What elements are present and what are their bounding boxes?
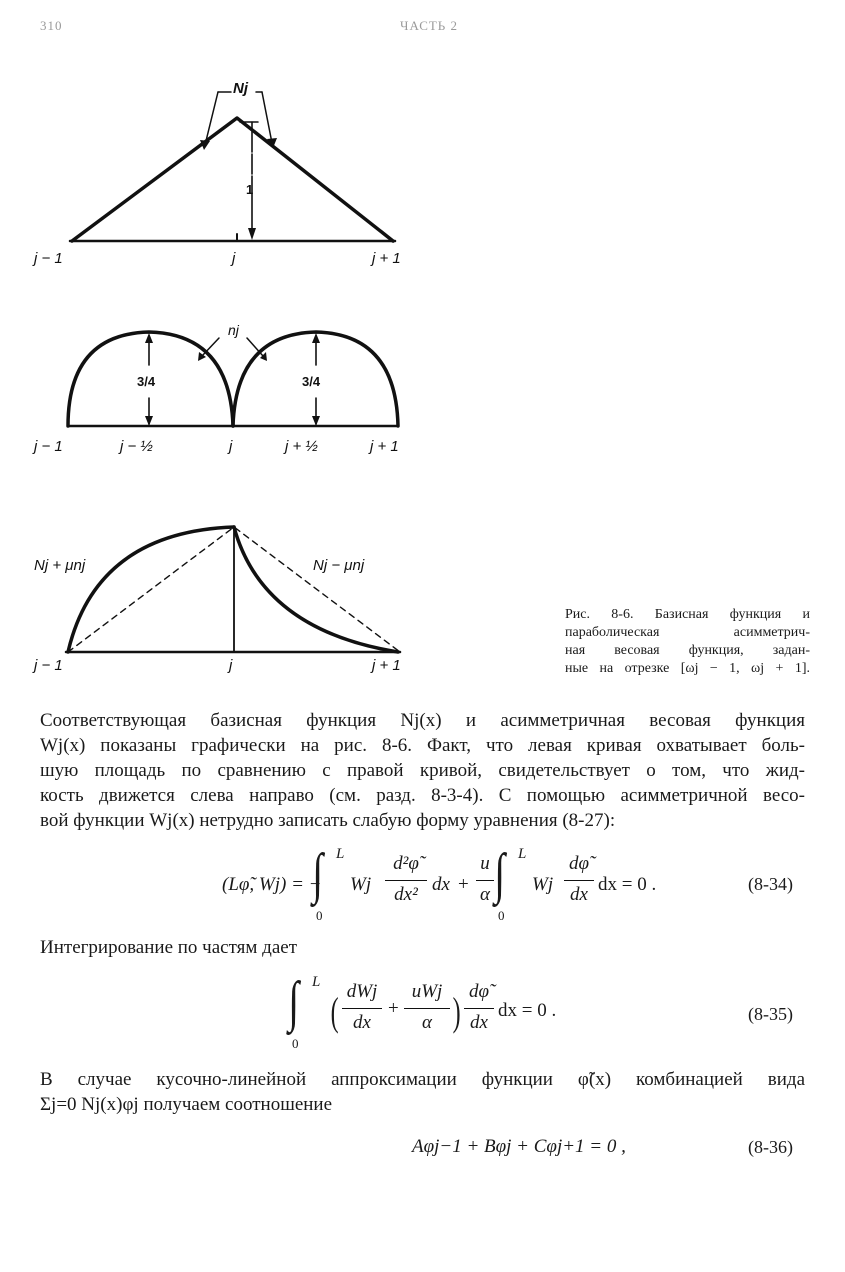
panel2-xlabel-3: j + ½ (285, 438, 318, 455)
equation-8-36: Aφj−1 + Bφj + Cφj+1 = 0 , (412, 1136, 626, 1157)
paragraph-line: В случае кусочно-линейной аппроксимации функции φ̃(x) комбинацией вида (40, 1069, 805, 1090)
paragraph-3 (40, 1067, 805, 1117)
panel1-leader-right (262, 92, 272, 143)
panel2-n-label: nj (228, 322, 239, 338)
panel2-xlabel-2: j (229, 438, 233, 455)
eq834-coef-num: u (480, 853, 490, 874)
eq835-upper: L (312, 974, 321, 990)
eq835-a-num: dWj (346, 981, 378, 1002)
eq835-integral: ∫ (288, 971, 300, 1033)
figure-caption (565, 606, 810, 678)
eq835-c-den: dx (470, 1012, 488, 1033)
panel2-left-height: 3/4 (137, 374, 156, 389)
equation-number-8-35: (8-35) (748, 1004, 793, 1024)
paragraph-line: вой функции Wj(x) нетрудно записать слабую форму уравнения (8-27): (40, 810, 616, 831)
panel1-xlabel-1: j (232, 250, 236, 267)
eq834-upper-1: L (336, 846, 345, 862)
eq834-den-1: dx² (394, 884, 418, 905)
panel3-right-label: Nj − μnj (313, 557, 365, 574)
panel1-hat-function (72, 118, 393, 241)
eq834-dx: dx (432, 874, 450, 895)
eq835-a-den: dx (353, 1012, 371, 1033)
running-title: ЧАСТЬ 2 (400, 18, 459, 33)
panel1-N-label: Nj (233, 80, 248, 97)
equation-number-8-36: (8-36) (748, 1137, 793, 1157)
eq834-upper-2: L (518, 846, 527, 862)
eq835-b-num: uWj (411, 981, 443, 1002)
eq834-den-2: dx (570, 884, 588, 905)
paragraph-1 (40, 708, 805, 833)
equation-number-8-34: (8-34) (748, 874, 793, 894)
panel1-xlabel-2: j + 1 (372, 250, 401, 267)
caption-line: ная весовая функция, задан- (565, 643, 810, 658)
panel3-xlabel-1: j (229, 657, 233, 674)
panel3-xlabel-0: j − 1 (34, 657, 63, 674)
panel2-xlabel-1: j − ½ (120, 438, 153, 455)
equation-8-34 (222, 843, 662, 926)
panel1-triangle (70, 92, 395, 241)
paragraph-line: Σj=0 Nj(x)φj получаем соотношение (40, 1094, 333, 1115)
eq834-plus: + (458, 874, 469, 895)
panel1-xlabel-0: j − 1 (34, 250, 63, 267)
eq834-integral-2: ∫ (494, 843, 506, 905)
panel3-weighting (66, 527, 400, 652)
eq835-b-den: α (422, 1012, 432, 1033)
eq834-lower-1: 0 (316, 908, 323, 923)
panel3-left-label: Nj + μnj (34, 557, 86, 574)
eq835-tail: dx = 0 . (498, 1000, 557, 1021)
paragraph-line: Wj(x) показаны графически на рис. 8-6. Факт, что левая кривая охватывает боль- (40, 735, 805, 756)
eq834-tail: dx = 0 . (598, 874, 657, 895)
caption-line: ные на отрезке [ωj − 1, ωj + 1]. (565, 661, 810, 676)
eq835-lower: 0 (292, 1036, 299, 1051)
paragraph-line: Соответствующая базисная функция Nj(x) и асимметричная весовая функция (40, 710, 805, 731)
equation-8-35: ∫ L 0 ( dWj dx + uWj α ) dφ̃ dx dx = 0 . (288, 971, 557, 1051)
eq834-num-1: d²φ̃ (393, 853, 419, 874)
panel2-xlabel-0: j − 1 (34, 438, 63, 455)
eq834-lhs: (Lφ̃, Wj) = − (222, 874, 322, 895)
caption-line: параболическая асимметрич- (565, 625, 810, 640)
eq834-integral-1: ∫ (312, 843, 324, 905)
panel2-right-height: 3/4 (302, 374, 321, 389)
caption-line: Рис. 8-6. Базисная функция и (565, 607, 810, 622)
paragraph-2: Интегрирование по частям дает (40, 937, 298, 958)
panel2-parabolas (68, 332, 398, 426)
eq834-lower-2: 0 (498, 908, 505, 923)
panel1-height-label: 1 (246, 182, 254, 197)
paragraph-line: шую площадь по сравнению с правой кривой, свидетельствует о том, что жид- (40, 760, 805, 781)
eq834-factor-1: Wj (350, 874, 372, 895)
eq835-c-num: dφ̃ (468, 981, 489, 1002)
eq834-num-2: dφ̃ (568, 853, 589, 874)
eq834-coef-den: α (480, 884, 490, 905)
eq834-factor-2: Wj (532, 874, 554, 895)
eq835-plus: + (388, 998, 399, 1019)
panel3-xlabel-2: j + 1 (372, 657, 401, 674)
panel1-arrowhead-down (248, 228, 256, 240)
paragraph-line: кость движется слева направо (см. разд. 8-3-4). С помощью асимметричной весо- (40, 785, 805, 806)
page-number: 310 (40, 18, 63, 33)
panel2-xlabel-4: j + 1 (370, 438, 399, 455)
